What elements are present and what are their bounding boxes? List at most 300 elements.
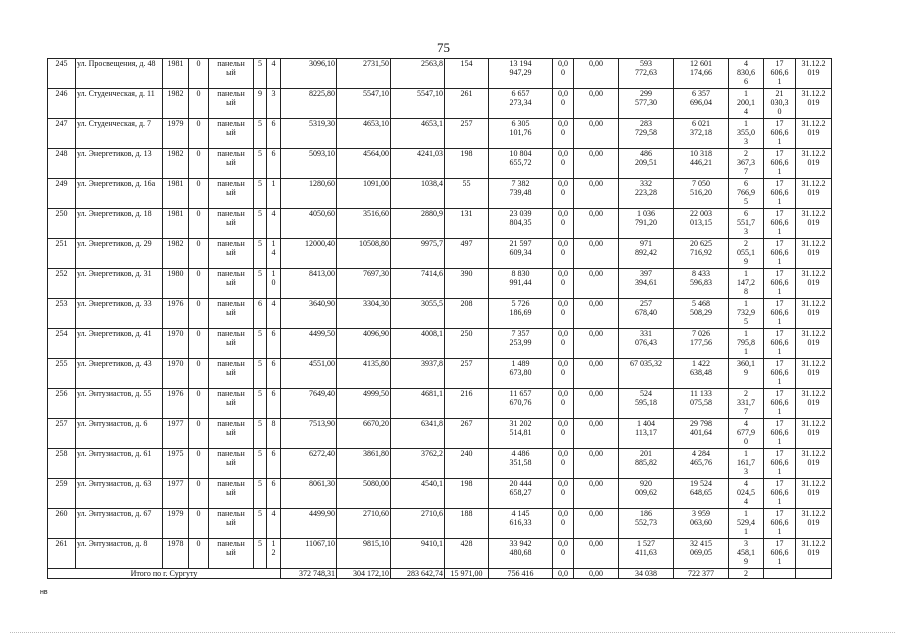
- floors-cell: 5: [254, 359, 267, 389]
- total-fund-zero-2: 0,00: [574, 569, 619, 579]
- area-total-cell: 8061,30: [281, 479, 337, 509]
- fund-zero-2-cell: 0,00: [574, 59, 619, 89]
- area-living-cell: 3516,60: [337, 209, 391, 239]
- row-number: 247: [48, 119, 76, 149]
- date-cell: 31.12.2 019: [796, 89, 832, 119]
- date-cell: 31.12.2 019: [796, 329, 832, 359]
- table-row: [48, 209, 832, 239]
- value-2-cell: 11 133 075,58: [674, 389, 729, 419]
- entrances-cell: 1 4: [267, 239, 281, 269]
- value-3-cell: 360,1 9: [729, 359, 764, 389]
- zero-cell: 0: [189, 299, 209, 329]
- residents-cell: 208: [445, 299, 489, 329]
- value-4-cell: 17 606,6 1: [764, 449, 796, 479]
- address-cell: ул. Просвещения, д. 48: [76, 59, 163, 89]
- floors-cell: 5: [254, 239, 267, 269]
- material-cell: панельн ый: [209, 329, 254, 359]
- row-number: 255: [48, 359, 76, 389]
- value-2-cell: 12 601 174,66: [674, 59, 729, 89]
- value-3-cell: 3 458,1 9: [729, 539, 764, 569]
- area-total-cell: 11067,10: [281, 539, 337, 569]
- fund-zero-cell: 0,0 0: [553, 149, 574, 179]
- fund-zero-cell: 0,0 0: [553, 479, 574, 509]
- value-2-cell: 5 468 508,29: [674, 299, 729, 329]
- date-cell: 31.12.2 019: [796, 449, 832, 479]
- residents-cell: 55: [445, 179, 489, 209]
- value-3-cell: 1 355,0 3: [729, 119, 764, 149]
- floors-cell: 5: [254, 209, 267, 239]
- fund-zero-cell: 0,0 0: [553, 179, 574, 209]
- cost-cell: 7 382 739,48: [489, 179, 553, 209]
- floors-cell: 5: [254, 269, 267, 299]
- cost-cell: 7 357 253,99: [489, 329, 553, 359]
- cost-cell: 1 489 673,80: [489, 359, 553, 389]
- area-living-cell: 9815,10: [337, 539, 391, 569]
- area-living-cell: 4096,90: [337, 329, 391, 359]
- total-residents: 15 971,00: [445, 569, 489, 579]
- value-1-cell: 67 035,32: [619, 359, 674, 389]
- fund-zero-cell: 0,0 0: [553, 89, 574, 119]
- material-cell: панельн ый: [209, 449, 254, 479]
- date-cell: 31.12.2 019: [796, 269, 832, 299]
- value-3-cell: 1 795,8 1: [729, 329, 764, 359]
- year-cell: 1970: [163, 359, 189, 389]
- table-row: [48, 419, 832, 449]
- page-number: 75: [437, 40, 450, 55]
- date-cell: 31.12.2 019: [796, 59, 832, 89]
- cost-cell: 31 202 514,81: [489, 419, 553, 449]
- zero-cell: 0: [189, 449, 209, 479]
- material-cell: панельн ый: [209, 119, 254, 149]
- address-cell: ул. Студенческая, д. 7: [76, 119, 163, 149]
- table-row: [48, 239, 832, 269]
- address-cell: ул. Энтузиастов, д. 55: [76, 389, 163, 419]
- date-cell: 31.12.2 019: [796, 419, 832, 449]
- residents-cell: 240: [445, 449, 489, 479]
- value-3-cell: 6 766,9 5: [729, 179, 764, 209]
- year-cell: 1977: [163, 419, 189, 449]
- area-total-cell: 7649,40: [281, 389, 337, 419]
- year-cell: 1976: [163, 389, 189, 419]
- address-cell: ул. Энтузиастов, д. 63: [76, 479, 163, 509]
- area-total-cell: 4551,00: [281, 359, 337, 389]
- year-cell: 1977: [163, 479, 189, 509]
- entrances-cell: 4: [267, 209, 281, 239]
- value-2-cell: 4 284 465,76: [674, 449, 729, 479]
- year-cell: 1981: [163, 59, 189, 89]
- year-cell: 1976: [163, 299, 189, 329]
- year-cell: 1981: [163, 209, 189, 239]
- table-row: [48, 119, 832, 149]
- address-cell: ул. Энтузиастов, д. 6: [76, 419, 163, 449]
- fund-zero-2-cell: 0,00: [574, 179, 619, 209]
- address-cell: ул. Студенческая, д. 11: [76, 89, 163, 119]
- value-3-cell: 4 677,9 0: [729, 419, 764, 449]
- entrances-cell: 1: [267, 179, 281, 209]
- area-residential-cell: 9975,7: [391, 239, 445, 269]
- fund-zero-2-cell: 0,00: [574, 509, 619, 539]
- total-fund-zero: 0,0: [553, 569, 574, 579]
- value-1-cell: 593 772,63: [619, 59, 674, 89]
- zero-cell: 0: [189, 269, 209, 299]
- entrances-cell: 1 2: [267, 539, 281, 569]
- fund-zero-cell: 0,0 0: [553, 269, 574, 299]
- value-4-cell: 17 606,6 1: [764, 269, 796, 299]
- table-row: [48, 149, 832, 179]
- floors-cell: 5: [254, 329, 267, 359]
- fund-zero-2-cell: 0,00: [574, 299, 619, 329]
- fund-zero-cell: 0,0 0: [553, 449, 574, 479]
- area-living-cell: 4999,50: [337, 389, 391, 419]
- date-cell: 31.12.2 019: [796, 539, 832, 569]
- entrances-cell: 6: [267, 149, 281, 179]
- value-4-cell: 17 606,6 1: [764, 119, 796, 149]
- floors-cell: 9: [254, 89, 267, 119]
- fund-zero-cell: 0,0 0: [553, 59, 574, 89]
- fund-zero-cell: 0,0 0: [553, 509, 574, 539]
- table-row: [48, 329, 832, 359]
- total-area-total: 372 748,31: [281, 569, 337, 579]
- area-living-cell: 4564,00: [337, 149, 391, 179]
- fund-zero-cell: 0,0 0: [553, 209, 574, 239]
- date-cell: 31.12.2 019: [796, 179, 832, 209]
- floors-cell: 5: [254, 419, 267, 449]
- residents-cell: 497: [445, 239, 489, 269]
- area-total-cell: 8225,80: [281, 89, 337, 119]
- address-cell: ул. Энергетиков, д. 41: [76, 329, 163, 359]
- cost-cell: 23 039 804,35: [489, 209, 553, 239]
- material-cell: панельн ый: [209, 179, 254, 209]
- value-1-cell: 332 223,28: [619, 179, 674, 209]
- residents-cell: 216: [445, 389, 489, 419]
- residents-cell: 390: [445, 269, 489, 299]
- row-number: 253: [48, 299, 76, 329]
- row-number: 246: [48, 89, 76, 119]
- row-number: 252: [48, 269, 76, 299]
- value-1-cell: 299 577,30: [619, 89, 674, 119]
- cost-cell: 6 657 273,34: [489, 89, 553, 119]
- value-3-cell: 1 147,2 8: [729, 269, 764, 299]
- entrances-cell: 1 0: [267, 269, 281, 299]
- area-living-cell: 3304,30: [337, 299, 391, 329]
- residents-cell: 257: [445, 119, 489, 149]
- value-1-cell: 1 404 113,17: [619, 419, 674, 449]
- material-cell: панельн ый: [209, 269, 254, 299]
- value-1-cell: 1 036 791,20: [619, 209, 674, 239]
- entrances-cell: 4: [267, 299, 281, 329]
- zero-cell: 0: [189, 539, 209, 569]
- fund-zero-2-cell: 0,00: [574, 119, 619, 149]
- zero-cell: 0: [189, 59, 209, 89]
- residents-cell: 267: [445, 419, 489, 449]
- area-residential-cell: 4008,1: [391, 329, 445, 359]
- area-living-cell: 5547,10: [337, 89, 391, 119]
- date-cell: 31.12.2 019: [796, 119, 832, 149]
- total-value-1: 34 038: [619, 569, 674, 579]
- value-4-cell: 17 606,6 1: [764, 389, 796, 419]
- table-row: [48, 299, 832, 329]
- year-cell: 1979: [163, 509, 189, 539]
- value-3-cell: 2 331,7 7: [729, 389, 764, 419]
- material-cell: панельн ый: [209, 239, 254, 269]
- area-residential-cell: 4653,1: [391, 119, 445, 149]
- area-total-cell: 4499,50: [281, 329, 337, 359]
- residents-cell: 198: [445, 479, 489, 509]
- floors-cell: 5: [254, 59, 267, 89]
- value-2-cell: 6 357 696,04: [674, 89, 729, 119]
- floors-cell: 5: [254, 539, 267, 569]
- cost-cell: 4 145 616,33: [489, 509, 553, 539]
- value-3-cell: 4 024,5 4: [729, 479, 764, 509]
- area-residential-cell: 5547,10: [391, 89, 445, 119]
- zero-cell: 0: [189, 329, 209, 359]
- area-total-cell: 12000,40: [281, 239, 337, 269]
- cost-cell: 6 305 101,76: [489, 119, 553, 149]
- row-number: 250: [48, 209, 76, 239]
- cost-cell: 10 804 655,72: [489, 149, 553, 179]
- fund-zero-2-cell: 0,00: [574, 479, 619, 509]
- cost-cell: 11 657 670,76: [489, 389, 553, 419]
- value-1-cell: 201 885,82: [619, 449, 674, 479]
- area-residential-cell: 1038,4: [391, 179, 445, 209]
- fund-zero-2-cell: 0,00: [574, 389, 619, 419]
- row-number: 248: [48, 149, 76, 179]
- area-residential-cell: 2710,6: [391, 509, 445, 539]
- area-residential-cell: 2563,8: [391, 59, 445, 89]
- floors-cell: 5: [254, 479, 267, 509]
- fund-zero-cell: 0,0 0: [553, 239, 574, 269]
- address-cell: ул. Энергетиков, д. 33: [76, 299, 163, 329]
- entrances-cell: 6: [267, 359, 281, 389]
- material-cell: панельн ый: [209, 89, 254, 119]
- floors-cell: 5: [254, 179, 267, 209]
- area-residential-cell: 4540,1: [391, 479, 445, 509]
- entrances-cell: 4: [267, 509, 281, 539]
- value-1-cell: 486 209,51: [619, 149, 674, 179]
- value-4-cell: 21 030,3 0: [764, 89, 796, 119]
- year-cell: 1982: [163, 89, 189, 119]
- value-1-cell: 186 552,73: [619, 509, 674, 539]
- housing-register-table: [47, 58, 832, 579]
- area-total-cell: 3096,10: [281, 59, 337, 89]
- table-row: [48, 539, 832, 569]
- fund-zero-cell: 0,0 0: [553, 389, 574, 419]
- total-empty-1: [764, 569, 796, 579]
- value-1-cell: 920 009,62: [619, 479, 674, 509]
- zero-cell: 0: [189, 479, 209, 509]
- total-value-3: 2: [729, 569, 764, 579]
- scan-edge: [10, 632, 895, 633]
- year-cell: 1978: [163, 539, 189, 569]
- zero-cell: 0: [189, 119, 209, 149]
- date-cell: 31.12.2 019: [796, 299, 832, 329]
- value-1-cell: 257 678,40: [619, 299, 674, 329]
- row-number: 249: [48, 179, 76, 209]
- value-1-cell: 283 729,58: [619, 119, 674, 149]
- value-1-cell: 971 892,42: [619, 239, 674, 269]
- value-4-cell: 17 606,6 1: [764, 149, 796, 179]
- area-residential-cell: 3762,2: [391, 449, 445, 479]
- total-row: [48, 569, 832, 579]
- value-2-cell: 20 625 716,92: [674, 239, 729, 269]
- fund-zero-cell: 0,0 0: [553, 299, 574, 329]
- fund-zero-2-cell: 0,00: [574, 539, 619, 569]
- table-row: [48, 359, 832, 389]
- zero-cell: 0: [189, 509, 209, 539]
- area-residential-cell: 3055,5: [391, 299, 445, 329]
- fund-zero-2-cell: 0,00: [574, 329, 619, 359]
- area-living-cell: 1091,00: [337, 179, 391, 209]
- value-2-cell: 22 003 013,15: [674, 209, 729, 239]
- zero-cell: 0: [189, 239, 209, 269]
- floors-cell: 5: [254, 389, 267, 419]
- date-cell: 31.12.2 019: [796, 239, 832, 269]
- area-residential-cell: 4681,1: [391, 389, 445, 419]
- residents-cell: 257: [445, 359, 489, 389]
- fund-zero-2-cell: 0,00: [574, 359, 619, 389]
- year-cell: 1982: [163, 149, 189, 179]
- zero-cell: 0: [189, 149, 209, 179]
- value-4-cell: 17 606,6 1: [764, 509, 796, 539]
- value-2-cell: 7 026 177,56: [674, 329, 729, 359]
- total-area-residential: 283 642,74: [391, 569, 445, 579]
- address-cell: ул. Энергетиков, д. 31: [76, 269, 163, 299]
- row-number: 260: [48, 509, 76, 539]
- material-cell: панельн ый: [209, 539, 254, 569]
- fund-zero-2-cell: 0,00: [574, 239, 619, 269]
- value-2-cell: 3 959 063,60: [674, 509, 729, 539]
- area-residential-cell: 3937,8: [391, 359, 445, 389]
- entrances-cell: 6: [267, 389, 281, 419]
- zero-cell: 0: [189, 389, 209, 419]
- total-area-living: 304 172,10: [337, 569, 391, 579]
- total-empty-2: [796, 569, 832, 579]
- address-cell: ул. Энтузиастов, д. 8: [76, 539, 163, 569]
- material-cell: панельн ый: [209, 419, 254, 449]
- fund-zero-2-cell: 0,00: [574, 89, 619, 119]
- zero-cell: 0: [189, 209, 209, 239]
- value-4-cell: 17 606,6 1: [764, 299, 796, 329]
- value-3-cell: 1 732,9 5: [729, 299, 764, 329]
- value-2-cell: 1 422 638,48: [674, 359, 729, 389]
- row-number: 245: [48, 59, 76, 89]
- residents-cell: 131: [445, 209, 489, 239]
- footer-marker: нв: [40, 589, 48, 596]
- fund-zero-2-cell: 0,00: [574, 449, 619, 479]
- address-cell: ул. Энергетиков, д. 16а: [76, 179, 163, 209]
- residents-cell: 188: [445, 509, 489, 539]
- material-cell: панельн ый: [209, 479, 254, 509]
- fund-zero-2-cell: 0,00: [574, 269, 619, 299]
- value-3-cell: 1 200,1 4: [729, 89, 764, 119]
- row-number: 258: [48, 449, 76, 479]
- area-total-cell: 3640,90: [281, 299, 337, 329]
- value-3-cell: 6 551,7 3: [729, 209, 764, 239]
- value-2-cell: 32 415 069,05: [674, 539, 729, 569]
- residents-cell: 428: [445, 539, 489, 569]
- material-cell: панельн ый: [209, 149, 254, 179]
- fund-zero-2-cell: 0,00: [574, 149, 619, 179]
- area-living-cell: 5080,00: [337, 479, 391, 509]
- area-total-cell: 7513,90: [281, 419, 337, 449]
- area-total-cell: 5093,10: [281, 149, 337, 179]
- entrances-cell: 8: [267, 419, 281, 449]
- table-row: [48, 269, 832, 299]
- material-cell: панельн ый: [209, 59, 254, 89]
- cost-cell: 13 194 947,29: [489, 59, 553, 89]
- table-row: [48, 179, 832, 209]
- zero-cell: 0: [189, 179, 209, 209]
- entrances-cell: 6: [267, 329, 281, 359]
- area-living-cell: 3861,80: [337, 449, 391, 479]
- material-cell: панельн ый: [209, 389, 254, 419]
- floors-cell: 5: [254, 449, 267, 479]
- fund-zero-cell: 0,0 0: [553, 119, 574, 149]
- year-cell: 1980: [163, 269, 189, 299]
- area-residential-cell: 7414,6: [391, 269, 445, 299]
- total-cost: 756 416: [489, 569, 553, 579]
- cost-cell: 8 830 991,44: [489, 269, 553, 299]
- entrances-cell: 6: [267, 449, 281, 479]
- value-2-cell: 19 524 648,65: [674, 479, 729, 509]
- residents-cell: 154: [445, 59, 489, 89]
- residents-cell: 250: [445, 329, 489, 359]
- value-3-cell: 2 367,3 7: [729, 149, 764, 179]
- row-number: 261: [48, 539, 76, 569]
- area-living-cell: 10508,80: [337, 239, 391, 269]
- value-3-cell: 1 161,7 3: [729, 449, 764, 479]
- table-row: [48, 389, 832, 419]
- date-cell: 31.12.2 019: [796, 149, 832, 179]
- area-residential-cell: 4241,03: [391, 149, 445, 179]
- area-living-cell: 2731,50: [337, 59, 391, 89]
- date-cell: 31.12.2 019: [796, 209, 832, 239]
- value-1-cell: 397 394,61: [619, 269, 674, 299]
- address-cell: ул. Энергетиков, д. 18: [76, 209, 163, 239]
- value-2-cell: 7 050 516,20: [674, 179, 729, 209]
- address-cell: ул. Энтузиастов, д. 61: [76, 449, 163, 479]
- value-2-cell: 8 433 596,83: [674, 269, 729, 299]
- material-cell: панельн ый: [209, 299, 254, 329]
- cost-cell: 5 726 186,69: [489, 299, 553, 329]
- floors-cell: 5: [254, 119, 267, 149]
- value-3-cell: 4 830,6 6: [729, 59, 764, 89]
- fund-zero-cell: 0,0 0: [553, 359, 574, 389]
- row-number: 257: [48, 419, 76, 449]
- value-1-cell: 331 076,43: [619, 329, 674, 359]
- row-number: 259: [48, 479, 76, 509]
- material-cell: панельн ый: [209, 209, 254, 239]
- value-4-cell: 17 606,6 1: [764, 539, 796, 569]
- material-cell: панельн ый: [209, 359, 254, 389]
- residents-cell: 261: [445, 89, 489, 119]
- value-4-cell: 17 606,6 1: [764, 179, 796, 209]
- zero-cell: 0: [189, 419, 209, 449]
- cost-cell: 33 942 480,68: [489, 539, 553, 569]
- material-cell: панельн ый: [209, 509, 254, 539]
- area-total-cell: 8413,00: [281, 269, 337, 299]
- cost-cell: 21 597 609,34: [489, 239, 553, 269]
- area-total-cell: 1280,60: [281, 179, 337, 209]
- floors-cell: 6: [254, 299, 267, 329]
- residents-cell: 198: [445, 149, 489, 179]
- floors-cell: 5: [254, 149, 267, 179]
- year-cell: 1981: [163, 179, 189, 209]
- area-residential-cell: 6341,8: [391, 419, 445, 449]
- table-row: [48, 59, 832, 89]
- year-cell: 1982: [163, 239, 189, 269]
- area-total-cell: 5319,30: [281, 119, 337, 149]
